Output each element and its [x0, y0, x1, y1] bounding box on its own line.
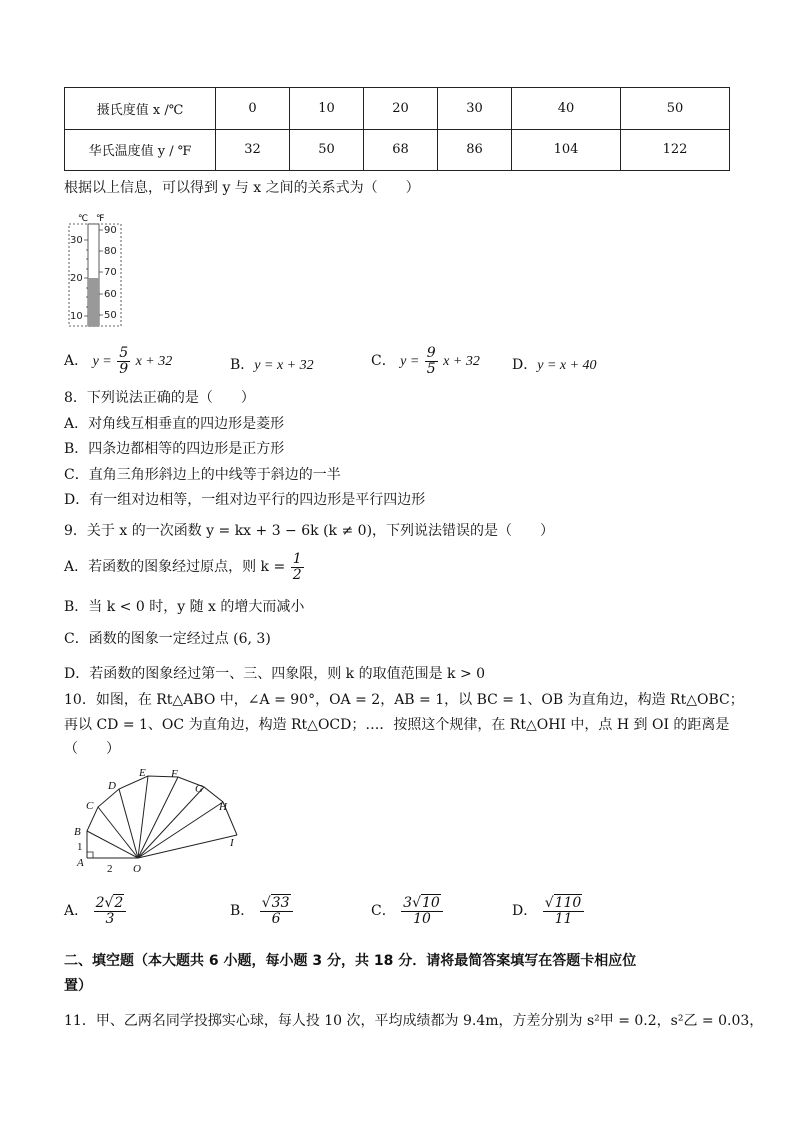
fraction: $\frac{5}{9}$ — [119, 345, 129, 377]
q9-option-c[interactable]: C．函数的图象一定经过点 (6, 3) — [64, 631, 271, 647]
option-label: C． — [371, 353, 396, 370]
table-cell: 104 — [512, 129, 621, 171]
point-label: E — [139, 767, 146, 779]
q10-option-b[interactable] — [230, 896, 294, 926]
fraction: $\frac{2√2}{3}$ — [94, 896, 127, 926]
spiral-triangle-figure — [62, 764, 252, 878]
length-label: 1 — [77, 841, 83, 853]
table-cell: 68 — [364, 129, 438, 171]
q10-stem-line3: （ ） — [64, 741, 120, 757]
q9-option-a[interactable] — [64, 552, 305, 582]
point-label: I — [230, 837, 234, 849]
q10-option-a[interactable] — [64, 896, 127, 926]
q10-stem-line1: 10．如图，在 Rt△ABO 中，∠A = 90°，OA = 2，AB = 1，以 BC = 1、OB 为直角边，构造 Rt△OBC； — [64, 692, 744, 708]
option-label: A． — [64, 353, 89, 370]
table-cell: 50 — [290, 129, 364, 171]
option-math: y = — [400, 354, 420, 370]
table-cell: 86 — [438, 129, 512, 171]
thermometer-figure — [64, 212, 126, 330]
option-label: C． — [371, 903, 396, 920]
q8-option-a[interactable]: A．对角线互相垂直的四边形是菱形 — [64, 416, 285, 432]
point-label: D — [108, 780, 116, 792]
section-heading: 二、填空题（本大题共 6 小题，每小题 3 分，共 18 分．请将最简答案填写在答题卡相应位 — [64, 953, 637, 969]
f-tick: 90 — [104, 225, 117, 236]
table-row — [65, 129, 730, 171]
option-math: x + 32 — [135, 354, 173, 370]
point-label: B — [74, 826, 81, 838]
option-math: y = x + 40 — [537, 358, 597, 373]
fraction: $\frac{√33}{6}$ — [260, 896, 293, 926]
fraction: $\frac{9}{5}$ — [426, 345, 436, 377]
fraction: $\frac{√110}{11}$ — [543, 896, 585, 926]
c-tick: 10 — [70, 311, 83, 322]
table-cell: 20 — [364, 88, 438, 130]
option-math: x + 32 — [443, 354, 480, 370]
option-label: B． — [230, 357, 255, 373]
q8-option-d[interactable]: D．有一组对边相等，一组对边平行的四边形是平行四边形 — [64, 492, 426, 508]
q11-stem: 11．甲、乙两名同学投掷实心球，每人投 10 次，平均成绩都为 9.4m，方差分别为 s²甲 = 0.2，s²乙 = 0.03， — [64, 1013, 764, 1029]
q10-option-c[interactable] — [371, 896, 444, 926]
table-cell: 10 — [290, 88, 364, 130]
option-label: D． — [512, 357, 538, 373]
table-cell: 122 — [621, 129, 730, 171]
table-header-fahrenheit: 华氏温度值 y / ℉ — [65, 129, 216, 171]
q7-option-b[interactable] — [230, 354, 314, 374]
point-label: A — [77, 857, 84, 869]
c-tick: 30 — [70, 235, 83, 246]
option-label: B． — [230, 903, 255, 920]
q9-option-b[interactable]: B．当 k < 0 时，y 随 x 的增大而减小 — [64, 599, 305, 615]
q7-stem: 根据以上信息，可以得到 y 与 x 之间的关系式为（ ） — [64, 180, 420, 196]
table-row — [65, 88, 730, 130]
table-cell: 0 — [216, 88, 290, 130]
option-math: y = — [92, 354, 112, 370]
length-label: 2 — [107, 863, 113, 875]
q8-option-c[interactable]: C．直角三角形斜边上的中线等于斜边的一半 — [64, 467, 341, 483]
section-heading-cont: 置） — [64, 978, 92, 994]
option-math: y = x + 32 — [254, 358, 314, 373]
point-label: C — [86, 800, 94, 812]
table-cell: 30 — [438, 88, 512, 130]
f-tick: 80 — [104, 246, 117, 257]
option-label: D． — [512, 903, 538, 920]
q8-stem: 8．下列说法正确的是（ ） — [64, 390, 255, 406]
table-header-celsius: 摄氏度值 x /℃ — [65, 88, 216, 130]
option-text: A．若函数的图象经过原点，则 k = — [64, 559, 286, 576]
f-tick: 60 — [104, 289, 117, 300]
point-label: O — [133, 863, 141, 875]
q7-option-c[interactable] — [371, 346, 480, 376]
q10-option-d[interactable] — [512, 896, 585, 926]
fraction: $\frac{1}{2}$ — [292, 551, 302, 583]
f-tick: 50 — [104, 310, 117, 321]
fahrenheit-unit: ℉ — [96, 214, 105, 224]
q7-option-d[interactable] — [512, 354, 597, 374]
option-label: A． — [64, 903, 89, 920]
point-label: F — [171, 768, 178, 780]
table-cell: 50 — [621, 88, 730, 130]
q9-stem: 9．关于 x 的一次函数 y = kx + 3 − 6k (k ≠ 0)，下列说法错误的是（ ） — [64, 523, 555, 539]
q7-option-a[interactable] — [64, 346, 172, 376]
celsius-unit: ℃ — [78, 214, 89, 224]
q8-option-b[interactable]: B．四条边都相等的四边形是正方形 — [64, 441, 285, 457]
q10-stem-line2: 再以 CD = 1、OC 为直角边，构造 Rt△OCD；…．按照这个规律，在 Rt△OHI 中，点 H 到 OI 的距离是 — [64, 717, 730, 733]
table-cell: 40 — [512, 88, 621, 130]
c-tick: 20 — [70, 273, 83, 284]
f-tick: 70 — [104, 267, 117, 278]
thermometer-mercury — [88, 278, 99, 326]
point-label: G — [195, 783, 203, 795]
fraction: $\frac{3√10}{10}$ — [401, 896, 443, 926]
q9-option-d[interactable]: D．若函数的图象经过第一、三、四象限，则 k 的取值范围是 k > 0 — [64, 666, 486, 682]
point-label: H — [219, 801, 227, 813]
table-cell: 32 — [216, 129, 290, 171]
temperature-table — [64, 87, 730, 171]
